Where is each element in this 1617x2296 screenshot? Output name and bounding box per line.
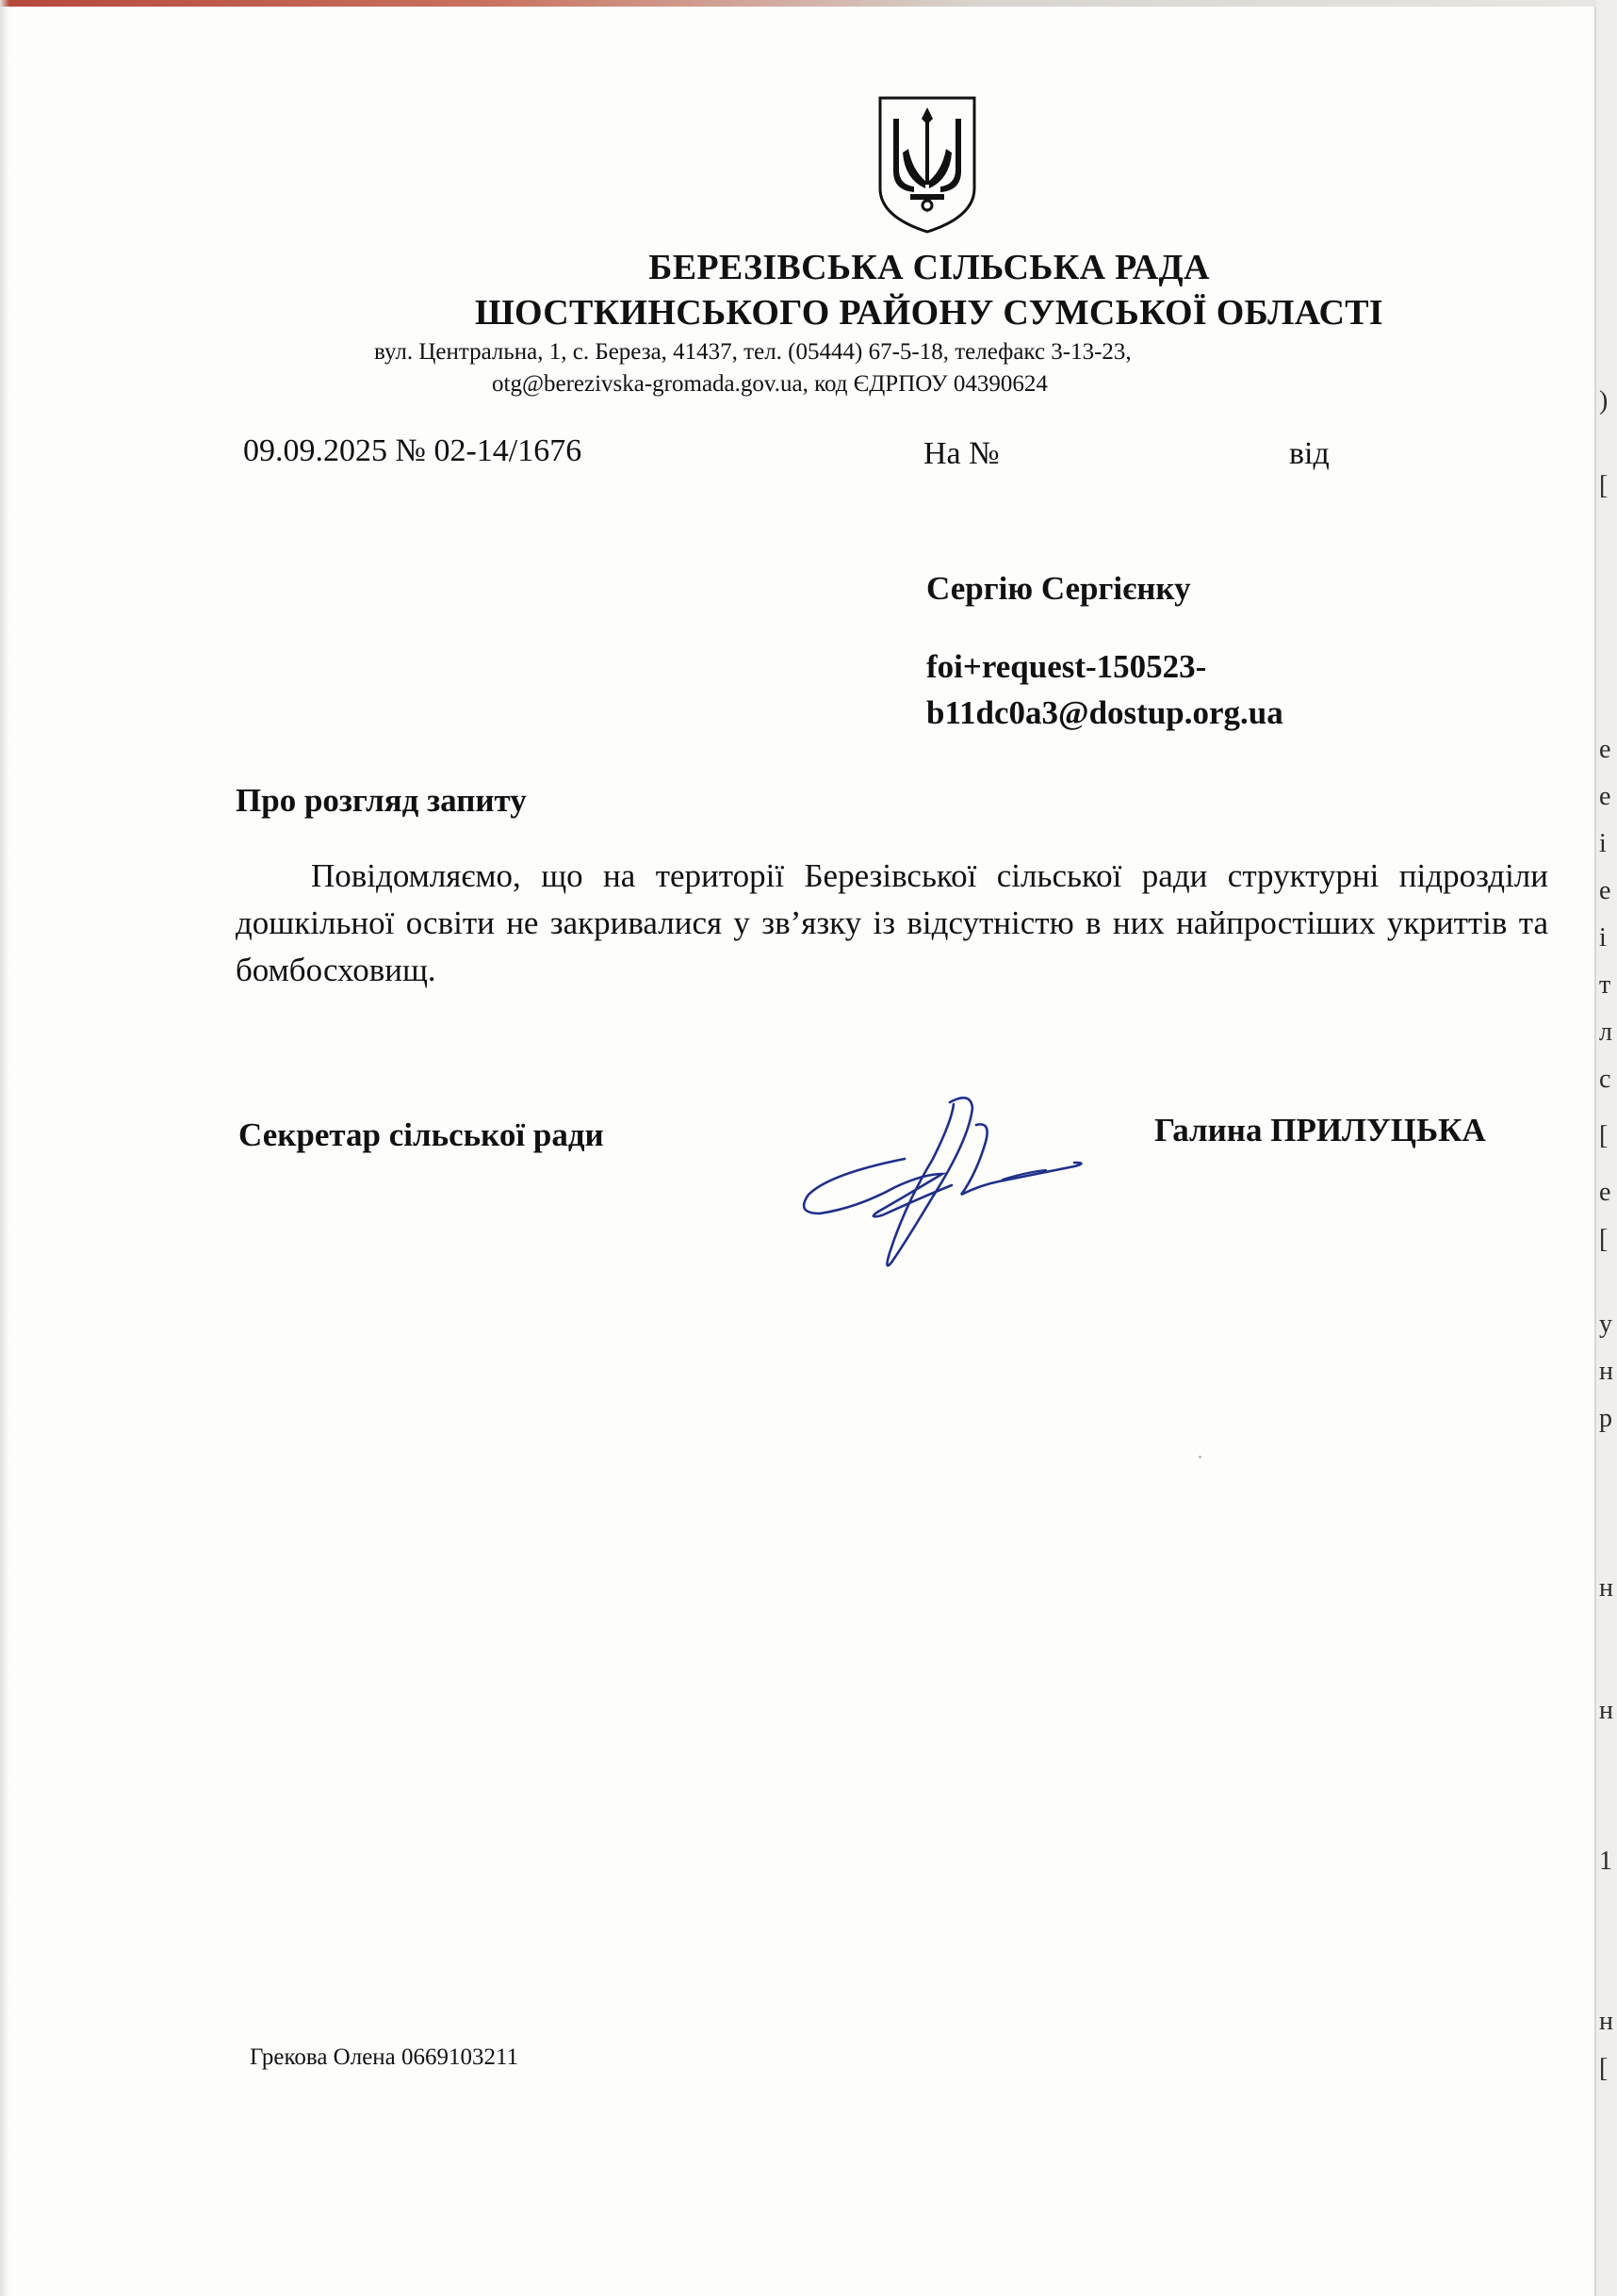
page-left-shadow <box>0 0 9 2296</box>
letter-body: Повідомляємо, що на території Березівської сільської ради структурні підрозділи дошкільної освіти не закривалися у зв’язку із відсутністю в них найпростіших укриттів та бомбосховищ. <box>236 857 1548 988</box>
organization-contacts: otg@berezivska-gromada.gov.ua, код ЄДРПОУ 04390624 <box>492 371 1048 397</box>
signer-position: Секретар сільської ради <box>238 1116 604 1153</box>
executor-contact: Грекова Олена 0669103211 <box>250 2044 519 2070</box>
signer-name: Галина ПРИЛУЦЬКА <box>1154 1112 1486 1148</box>
paper-speck <box>1199 1456 1201 1458</box>
incoming-date-label: від <box>1289 436 1330 471</box>
addressee-email-line1: foi+request-150523- <box>926 648 1207 685</box>
incoming-number-label: На № <box>923 436 1000 471</box>
addressee-email-line2: b11dc0a3@dostup.org.ua <box>926 694 1283 731</box>
letter-subject: Про розгляд запиту <box>236 782 527 819</box>
organization-name: БЕРЕЗІВСЬКА СІЛЬСЬКА РАДА <box>648 248 1210 287</box>
page-top-edge <box>0 0 1617 7</box>
organization-address: вул. Центральна, 1, с. Береза, 41437, тел. (05444) 67-5-18, телефакс 3-13-23, <box>374 339 1132 365</box>
adjacent-page-edge: ) [ е е і е і т л с [ е [ у н р н н 1 н [ <box>1596 0 1617 2296</box>
addressee-email <box>926 643 1283 736</box>
addressee-name: Сергію Сергієнку <box>926 570 1191 607</box>
trident-coat-of-arms-icon <box>874 94 980 234</box>
handwritten-signature <box>792 1083 1102 1281</box>
outgoing-reference: 09.09.2025 № 02-14/1676 <box>243 433 582 468</box>
organization-region: ШОСТКИНСЬКОГО РАЙОНУ СУМСЬКОЇ ОБЛАСТІ <box>474 293 1384 333</box>
